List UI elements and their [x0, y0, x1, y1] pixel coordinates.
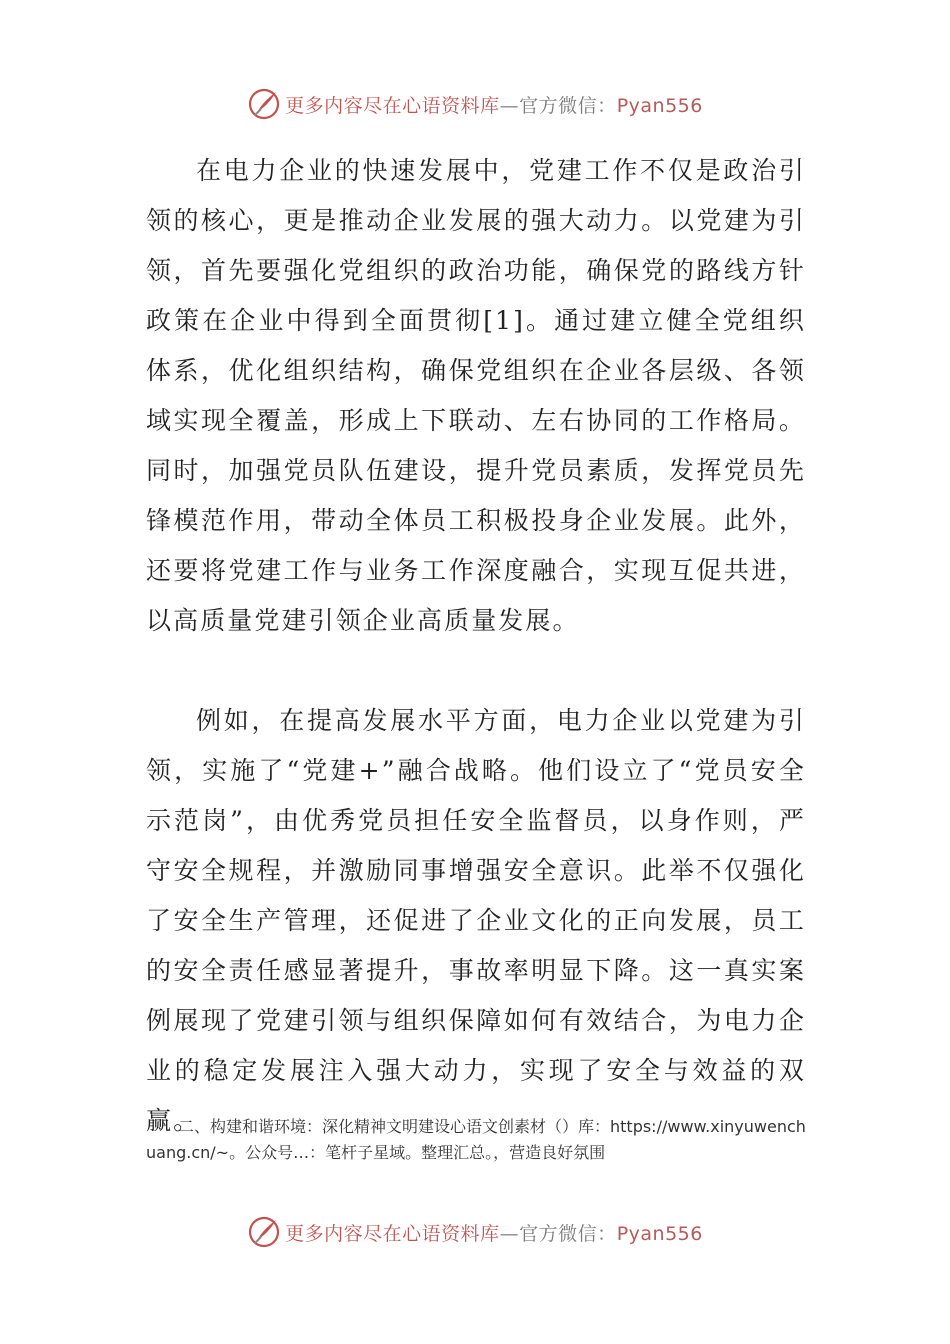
banner-dash: —	[499, 1222, 520, 1245]
banner-wechat-label: 官方微信：	[519, 1222, 617, 1245]
quill-logo-icon	[247, 1215, 281, 1249]
footnote-text: 二、构建和谐环境：深化精神文明建设心语文创素材（）库：https://www.xinyuwenchuang.cn/~。公众号…：笔杆子星域。整理汇总。，营造良好氛围	[146, 1117, 806, 1162]
banner-main-text: 更多内容尽在心语资料库	[285, 94, 500, 117]
footer-banner	[0, 1212, 950, 1252]
banner-dash: —	[499, 94, 520, 117]
paragraph-1: 在电力企业的快速发展中，党建工作不仅是政治引领的核心，更是推动企业发展的强大动力。以党建为引领，首先要强化党组织的政治功能，确保党的路线方针政策在企业中得到全面贯彻[1]。通过建立健全党组织体系，优化组织结构，确保党组织在企业各层级、各领域实现全覆盖，形成上下联动、左右协同的工作格局。同时，加强党员队伍建设，提升党员素质，发挥党员先锋模范作用，带动全体员工积极投身企业发展。此外，还要将党建工作与业务工作深度融合，实现互促共进，以高质量党建引领企业高质量发展。	[146, 156, 806, 635]
paragraph-2: 例如，在提高发展水平方面，电力企业以党建为引领，实施了“党建+”融合战略。他们设立了“党员安全示范岗”，由优秀党员担任安全监督员，以身作则，严守安全规程，并激励同事增强安全意识。此举不仅强化了安全生产管理，还促进了企业文化的正向发展，员工的安全责任感显著提升，事故率明显下降。这一真实案例展现了党建引领与组织保障如何有效结合，为电力企业的稳定发展注入强大动力，实现了安全与效益的双赢。	[146, 706, 806, 1135]
document-body	[146, 146, 806, 1146]
banner-wechat-id: Pyan556	[616, 94, 703, 117]
banner-text	[285, 91, 703, 118]
banner-wechat-id: Pyan556	[616, 1222, 703, 1245]
quill-logo-icon	[247, 87, 281, 121]
banner-wechat-label: 官方微信：	[519, 94, 617, 117]
banner-main-text: 更多内容尽在心语资料库	[285, 1222, 500, 1245]
header-banner	[0, 84, 950, 124]
banner-text	[285, 1219, 703, 1246]
